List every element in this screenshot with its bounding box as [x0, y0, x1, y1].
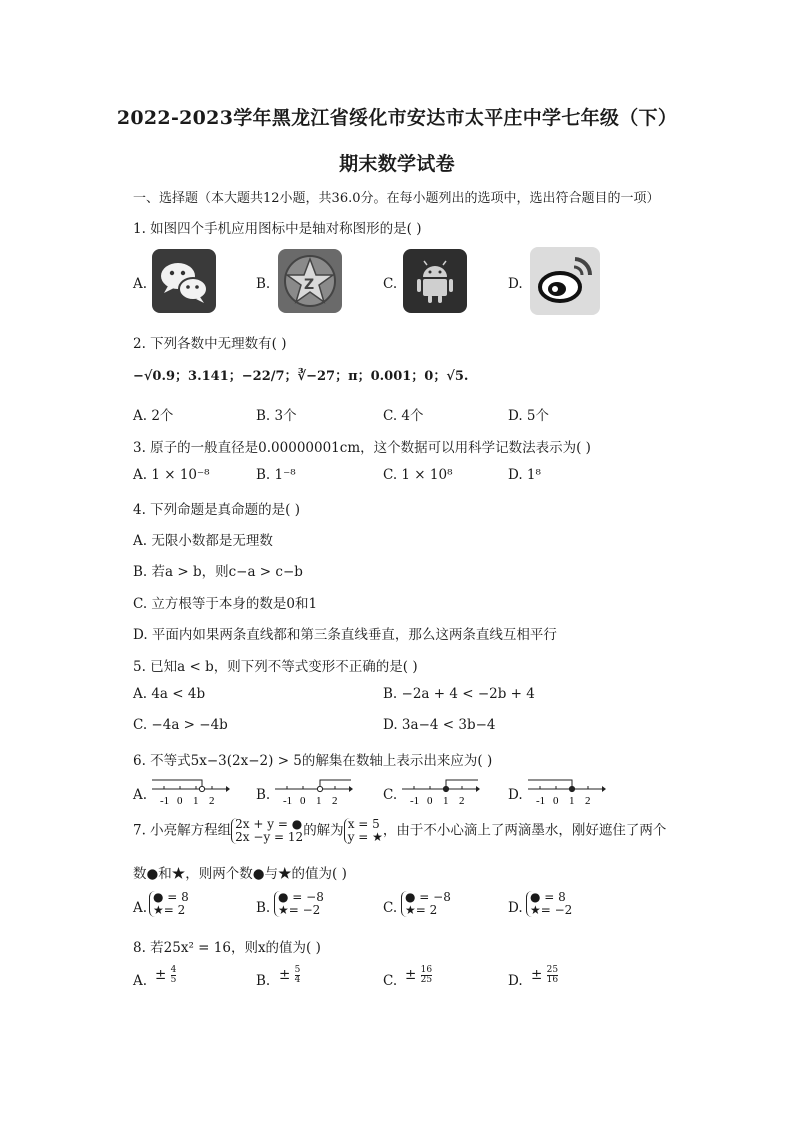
tick-label: 1	[569, 795, 575, 807]
tick-label: 0	[177, 795, 183, 807]
q6-number-line-d	[526, 775, 606, 809]
q3-option-b: B. 1⁻⁸	[256, 467, 296, 483]
q4-option-d: D. 平面内如果两条直线都和第三条直线垂直，那么这两条直线互相平行	[133, 627, 557, 643]
question-5-stem: 5. 已知a < b，则下列不等式变形不正确的是( )	[133, 659, 418, 675]
star-badge-icon	[278, 249, 342, 313]
question-8-stem: 8. 若25x² = 16，则x的值为( )	[133, 940, 321, 956]
wechat-icon	[152, 249, 216, 313]
q8-option-b: ± $\frac{5}{4}$	[279, 965, 301, 985]
q7-eq1: 2x + y = ●	[235, 817, 303, 831]
q7-label-a: A.	[133, 900, 148, 916]
svg-text:Z: Z	[304, 277, 315, 293]
page-title: 2022-2023学年黑龙江省绥化市安达市太平庄中学七年级（下）	[116, 107, 678, 129]
q6-label-c: C.	[383, 787, 398, 803]
question-7-stem	[133, 818, 666, 844]
tick-label: 2	[459, 795, 465, 807]
q7-solution-system	[344, 818, 383, 844]
q8-option-c: ± $\frac{16}{25}$	[405, 965, 433, 985]
question-3-stem: 3. 原子的一般直径是0.00000001cm，这个数据可以用科学记数法表示为( )	[133, 440, 591, 456]
q7-sol1: x = 5	[347, 817, 380, 831]
page-subtitle: 期末数学试卷	[339, 153, 455, 175]
tick-label: 1	[316, 795, 322, 807]
question-1-stem: 1. 如图四个手机应用图标中是轴对称图形的是( )	[133, 221, 422, 237]
tick-label: -1	[410, 795, 420, 807]
q8-label-b: B.	[256, 973, 271, 989]
q7-stem-pre: 7. 小亮解方程组	[133, 822, 232, 839]
q4-option-b: B. 若a > b，则c−a > c−b	[133, 564, 303, 580]
q8-label-c: C.	[383, 973, 398, 989]
tick-label: -1	[536, 795, 546, 807]
q4-option-c: C. 立方根等于本身的数是0和1	[133, 596, 318, 612]
section-header: 一、选择题（本大题共12小题，共36.0分。在每小题列出的选项中，选出符合题目的一项）	[133, 191, 660, 206]
q8-option-a: ± $\frac{4}{5}$	[155, 965, 177, 985]
q7-label-b: B.	[256, 900, 271, 916]
q8-label-a: A.	[133, 973, 148, 989]
q3-option-c: C. 1 × 10⁸	[383, 467, 453, 483]
question-2-stem: 2. 下列各数中无理数有( )	[133, 336, 287, 352]
q7-option-c: ● = −8 ★= 2	[401, 891, 451, 917]
q5-option-b: B. −2a + 4 < −2b + 4	[383, 686, 535, 702]
q1-label-c: C.	[383, 276, 398, 292]
tick-label: 1	[443, 795, 449, 807]
tick-label: 0	[553, 795, 559, 807]
q2-option-a: A. 2个	[133, 408, 174, 424]
q7-mid: 的解为	[303, 822, 344, 839]
q4-option-a: A. 无限小数都是无理数	[133, 533, 273, 549]
q7-stem-post: ，由于不小心滴上了两滴墨水，刚好遮住了两个	[382, 822, 667, 839]
q7-eq2: 2x −y = 12	[235, 830, 304, 844]
q5-option-a: A. 4a < 4b	[133, 686, 206, 702]
q2-option-d: D. 5个	[508, 408, 550, 424]
q3-option-a: A. 1 × 10⁻⁸	[133, 467, 210, 483]
q2-number-list: −√0.9；3.141；−22/7；∛−27；π；0.001；0；√5.	[133, 369, 469, 384]
q5-option-d: D. 3a−4 < 3b−4	[383, 717, 496, 733]
q6-label-d: D.	[508, 787, 523, 803]
q2-option-b: B. 3个	[256, 408, 297, 424]
question-6-stem: 6. 不等式5x−3(2x−2) > 5的解集在数轴上表示出来应为( )	[133, 753, 493, 769]
q1-label-d: D.	[508, 276, 523, 292]
q7-equation-system	[231, 818, 303, 844]
tick-label: -1	[160, 795, 170, 807]
tick-label: 2	[332, 795, 338, 807]
q7-label-c: C.	[383, 900, 398, 916]
q1-label-a: A.	[133, 276, 148, 292]
tick-label: 0	[427, 795, 433, 807]
q1-label-b: B.	[256, 276, 271, 292]
q7-option-b: ● = −8 ★= −2	[274, 891, 324, 917]
q7-sol2: y = ★	[347, 830, 383, 844]
q6-label-b: B.	[256, 787, 271, 803]
weibo-icon	[530, 247, 600, 315]
q6-number-line-b	[273, 775, 353, 809]
q7-option-a: ● = 8 ★= 2	[149, 891, 189, 917]
tick-label: 2	[585, 795, 591, 807]
tick-label: -1	[283, 795, 293, 807]
android-icon	[403, 249, 467, 313]
q3-option-d: D. 1⁸	[508, 467, 541, 483]
q6-number-line-c	[400, 775, 480, 809]
q7-option-d: ● = 8 ★= −2	[526, 891, 572, 917]
q8-option-d: ± $\frac{25}{16}$	[531, 965, 559, 985]
tick-label: 2	[209, 795, 215, 807]
question-4-stem: 4. 下列命题是真命题的是( )	[133, 502, 300, 518]
tick-label: 0	[300, 795, 306, 807]
q6-label-a: A.	[133, 787, 148, 803]
q8-label-d: D.	[508, 973, 523, 989]
tick-label: 1	[193, 795, 199, 807]
q6-number-line-a	[150, 775, 230, 809]
q7-line2: 数●和★，则两个数●与★的值为( )	[133, 866, 347, 882]
q5-option-c: C. −4a > −4b	[133, 717, 228, 733]
q7-label-d: D.	[508, 900, 523, 916]
q2-option-c: C. 4个	[383, 408, 424, 424]
